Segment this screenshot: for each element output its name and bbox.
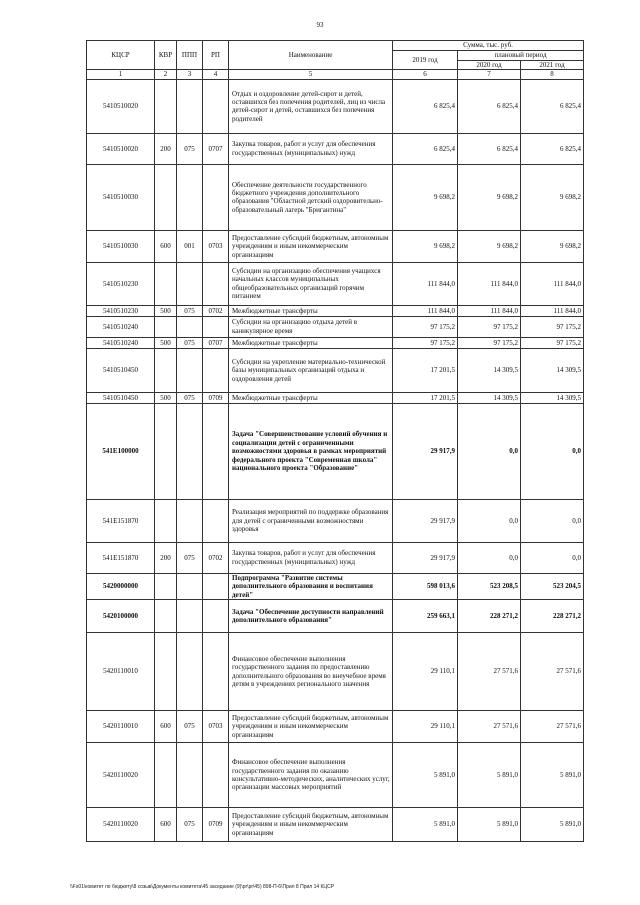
name-cell: Реализация мероприятий по поддержке образования для детей с ограниченными возможностями здоровья bbox=[229, 499, 393, 542]
amount-2019-cell: 17 201,5 bbox=[393, 392, 458, 403]
name-cell: Задача "Совершенствование условий обучения и социализации детей с ограниченными возможностями здоровья в рамках мероприятий федерального проекта "Современная школа" национального проекта "Образование" bbox=[229, 403, 393, 499]
amount-2020-cell: 9 698,2 bbox=[458, 164, 521, 230]
rp-cell: 0703 bbox=[203, 711, 229, 743]
table-row bbox=[87, 230, 584, 262]
kvr-cell bbox=[155, 164, 177, 230]
column-number: 6 bbox=[393, 70, 458, 79]
name-cell: Отдых и оздоровление детей-сирот и детей, оставшихся без попечения родителей, лиц из числа детей-сирот и детей, оставшихся без попечения родителей bbox=[229, 79, 393, 133]
amount-2020-cell: 111 844,0 bbox=[458, 305, 521, 316]
amount-2019-cell: 29 917,9 bbox=[393, 542, 458, 573]
amount-2019-cell: 29 917,9 bbox=[393, 403, 458, 499]
amount-2020-cell: 6 825,4 bbox=[458, 133, 521, 164]
name-cell: Закупка товаров, работ и услуг для обеспечения государственных (муниципальных) нужд bbox=[229, 133, 393, 164]
kvr-cell bbox=[155, 403, 177, 499]
rp-cell: 0709 bbox=[203, 392, 229, 403]
header-year-2020: 2020 год bbox=[458, 61, 521, 70]
amount-2021-cell: 6 825,4 bbox=[521, 133, 584, 164]
ppp-cell bbox=[177, 403, 203, 499]
column-number: 2 bbox=[155, 70, 177, 79]
ppp-cell: 001 bbox=[177, 230, 203, 262]
amount-2020-cell: 523 208,5 bbox=[458, 573, 521, 599]
amount-2020-cell: 0,0 bbox=[458, 403, 521, 499]
name-cell: Субсидии на организацию отдыха детей в каникулярное время bbox=[229, 316, 393, 337]
amount-2020-cell: 97 175,2 bbox=[458, 316, 521, 337]
ppp-cell bbox=[177, 633, 203, 711]
column-number: 5 bbox=[229, 70, 393, 79]
table-row bbox=[87, 600, 584, 633]
rp-cell: 0707 bbox=[203, 337, 229, 348]
rp-cell: 0703 bbox=[203, 230, 229, 262]
amount-2019-cell: 29 917,9 bbox=[393, 499, 458, 542]
amount-2020-cell: 6 825,4 bbox=[458, 79, 521, 133]
ppp-cell bbox=[177, 743, 203, 808]
table-row bbox=[87, 348, 584, 392]
amount-2019-cell: 6 825,4 bbox=[393, 79, 458, 133]
amount-2019-cell: 97 175,2 bbox=[393, 337, 458, 348]
kcsr-cell: 5410510230 bbox=[87, 262, 155, 305]
kvr-cell: 600 bbox=[155, 711, 177, 743]
table-row bbox=[87, 79, 584, 133]
amount-2019-cell: 6 825,4 bbox=[393, 133, 458, 164]
column-number: 4 bbox=[203, 70, 229, 79]
amount-2020-cell: 228 271,2 bbox=[458, 600, 521, 633]
ppp-cell: 075 bbox=[177, 133, 203, 164]
kcsr-cell: 5410510450 bbox=[87, 348, 155, 392]
amount-2019-cell: 259 663,1 bbox=[393, 600, 458, 633]
ppp-cell bbox=[177, 79, 203, 133]
amount-2020-cell: 27 571,6 bbox=[458, 633, 521, 711]
kcsr-cell: 5410510020 bbox=[87, 133, 155, 164]
rp-cell: 0709 bbox=[203, 808, 229, 842]
rp-cell bbox=[203, 403, 229, 499]
ppp-cell: 075 bbox=[177, 542, 203, 573]
table-row bbox=[87, 305, 584, 316]
kvr-cell bbox=[155, 743, 177, 808]
kvr-cell bbox=[155, 262, 177, 305]
kcsr-cell: 5420110020 bbox=[87, 743, 155, 808]
kcsr-cell: 5410510240 bbox=[87, 316, 155, 337]
name-cell: Задача "Обеспечение доступности направлений дополнительного образования" bbox=[229, 600, 393, 633]
rp-cell bbox=[203, 79, 229, 133]
page-number: 93 bbox=[316, 21, 324, 29]
amount-2021-cell: 9 698,2 bbox=[521, 230, 584, 262]
header-ppp: ППП bbox=[177, 41, 203, 70]
amount-2021-cell: 111 844,0 bbox=[521, 305, 584, 316]
amount-2020-cell: 0,0 bbox=[458, 542, 521, 573]
column-number: 3 bbox=[177, 70, 203, 79]
kvr-cell bbox=[155, 316, 177, 337]
kvr-cell: 600 bbox=[155, 808, 177, 842]
amount-2021-cell: 14 309,5 bbox=[521, 392, 584, 403]
kvr-cell: 500 bbox=[155, 305, 177, 316]
amount-2021-cell: 111 844,0 bbox=[521, 262, 584, 305]
name-cell: Субсидии на организацию обеспечения учащихся начальных классов муниципальных общеобразовательных организаций горячим питанием bbox=[229, 262, 393, 305]
amount-2021-cell: 27 571,6 bbox=[521, 633, 584, 711]
table-body bbox=[87, 79, 584, 841]
name-cell: Межбюджетные трансферты bbox=[229, 337, 393, 348]
kcsr-cell: 541E151870 bbox=[87, 542, 155, 573]
amount-2019-cell: 97 175,2 bbox=[393, 316, 458, 337]
name-cell: Закупка товаров, работ и услуг для обеспечения государственных (муниципальных) нужд bbox=[229, 542, 393, 573]
rp-cell bbox=[203, 743, 229, 808]
header-plan-period: плановый период bbox=[458, 51, 584, 61]
name-cell: Обеспечение деятельности государственного бюджетного учреждения дополнительного образования "Областной детский оздоровительно-образовательный лагерь "Бригантина" bbox=[229, 164, 393, 230]
kvr-cell: 200 bbox=[155, 133, 177, 164]
header-rp: РП bbox=[203, 41, 229, 70]
rp-cell bbox=[203, 316, 229, 337]
kvr-cell: 500 bbox=[155, 337, 177, 348]
kvr-cell bbox=[155, 348, 177, 392]
ppp-cell bbox=[177, 316, 203, 337]
column-numbers-row bbox=[87, 70, 584, 79]
amount-2021-cell: 97 175,2 bbox=[521, 337, 584, 348]
amount-2020-cell: 0,0 bbox=[458, 499, 521, 542]
amount-2021-cell: 228 271,2 bbox=[521, 600, 584, 633]
amount-2019-cell: 111 844,0 bbox=[393, 305, 458, 316]
rp-cell bbox=[203, 499, 229, 542]
rp-cell bbox=[203, 348, 229, 392]
table-row bbox=[87, 316, 584, 337]
amount-2021-cell: 97 175,2 bbox=[521, 316, 584, 337]
amount-2019-cell: 29 110,1 bbox=[393, 711, 458, 743]
rp-cell: 0702 bbox=[203, 542, 229, 573]
kcsr-cell: 5420100000 bbox=[87, 600, 155, 633]
amount-2021-cell: 5 891,0 bbox=[521, 808, 584, 842]
header-year-2019: 2019 год bbox=[393, 51, 458, 70]
name-cell: Межбюджетные трансферты bbox=[229, 305, 393, 316]
table-row bbox=[87, 164, 584, 230]
ppp-cell: 075 bbox=[177, 305, 203, 316]
kvr-cell bbox=[155, 79, 177, 133]
rp-cell bbox=[203, 573, 229, 599]
table-row bbox=[87, 542, 584, 573]
header-sum: Сумма, тыс. руб. bbox=[393, 41, 584, 51]
kvr-cell: 200 bbox=[155, 542, 177, 573]
amount-2019-cell: 5 891,0 bbox=[393, 743, 458, 808]
amount-2021-cell: 5 891,0 bbox=[521, 743, 584, 808]
table-row bbox=[87, 499, 584, 542]
rp-cell: 0702 bbox=[203, 305, 229, 316]
table-row bbox=[87, 743, 584, 808]
table-row bbox=[87, 392, 584, 403]
kvr-cell bbox=[155, 573, 177, 599]
name-cell: Субсидии на укрепление материально-технической базы муниципальных организаций отдыха и оздоровления детей bbox=[229, 348, 393, 392]
header-kcsr: КЦСР bbox=[87, 41, 155, 70]
amount-2020-cell: 9 698,2 bbox=[458, 230, 521, 262]
amount-2021-cell: 14 309,5 bbox=[521, 348, 584, 392]
amount-2019-cell: 111 844,0 bbox=[393, 262, 458, 305]
amount-2020-cell: 5 891,0 bbox=[458, 808, 521, 842]
table-row bbox=[87, 633, 584, 711]
amount-2021-cell: 0,0 bbox=[521, 542, 584, 573]
column-number: 1 bbox=[87, 70, 155, 79]
amount-2021-cell: 523 204,5 bbox=[521, 573, 584, 599]
amount-2019-cell: 9 698,2 bbox=[393, 230, 458, 262]
ppp-cell: 075 bbox=[177, 808, 203, 842]
kcsr-cell: 541E151870 bbox=[87, 499, 155, 542]
column-number: 7 bbox=[458, 70, 521, 79]
amount-2019-cell: 29 110,1 bbox=[393, 633, 458, 711]
ppp-cell: 075 bbox=[177, 392, 203, 403]
kvr-cell: 500 bbox=[155, 392, 177, 403]
rp-cell: 0707 bbox=[203, 133, 229, 164]
ppp-cell bbox=[177, 348, 203, 392]
amount-2020-cell: 97 175,2 bbox=[458, 337, 521, 348]
name-cell: Финансовое обеспечение выполнения государственного задания по оказанию консультативно-методических, аналитических услуг, организации массовых мероприятий bbox=[229, 743, 393, 808]
name-cell: Межбюджетные трансферты bbox=[229, 392, 393, 403]
name-cell: Финансовое обеспечение выполнения государственного задания по предоставлению дополнительного образования во внеучебное время детям в учреждениях регионального значения bbox=[229, 633, 393, 711]
amount-2021-cell: 27 571,6 bbox=[521, 711, 584, 743]
kcsr-cell: 5420110020 bbox=[87, 808, 155, 842]
kcsr-cell: 5410510230 bbox=[87, 305, 155, 316]
ppp-cell bbox=[177, 573, 203, 599]
amount-2020-cell: 14 309,5 bbox=[458, 392, 521, 403]
kvr-cell bbox=[155, 600, 177, 633]
table-row bbox=[87, 573, 584, 599]
table-header bbox=[87, 41, 584, 80]
table-row bbox=[87, 711, 584, 743]
file-path-footer: \\Fs01\комитет по бюджету\8 созыв\Документы комитета\45 заседание (9)\pr\pr\45) 898-П-6\Прил 8 Прил 14 КЦСР bbox=[70, 884, 335, 890]
kcsr-cell: 5420110010 bbox=[87, 633, 155, 711]
name-cell: Предоставление субсидий бюджетным, автономным учреждениям и иным некоммерческим организациям bbox=[229, 230, 393, 262]
kcsr-cell: 541E100000 bbox=[87, 403, 155, 499]
amount-2021-cell: 9 698,2 bbox=[521, 164, 584, 230]
amount-2021-cell: 0,0 bbox=[521, 499, 584, 542]
header-name: Наименование bbox=[229, 41, 393, 70]
ppp-cell bbox=[177, 499, 203, 542]
name-cell: Предоставление субсидий бюджетным, автономным учреждениям и иным некоммерческим организациям bbox=[229, 808, 393, 842]
table-row bbox=[87, 808, 584, 842]
amount-2020-cell: 27 571,6 bbox=[458, 711, 521, 743]
table-row bbox=[87, 337, 584, 348]
table-row bbox=[87, 262, 584, 305]
column-number: 8 bbox=[521, 70, 584, 79]
kcsr-cell: 5410510030 bbox=[87, 230, 155, 262]
amount-2019-cell: 9 698,2 bbox=[393, 164, 458, 230]
amount-2019-cell: 5 891,0 bbox=[393, 808, 458, 842]
header-kvr: КВР bbox=[155, 41, 177, 70]
budget-table bbox=[86, 40, 584, 842]
kvr-cell bbox=[155, 633, 177, 711]
amount-2021-cell: 0,0 bbox=[521, 403, 584, 499]
ppp-cell: 075 bbox=[177, 711, 203, 743]
ppp-cell: 075 bbox=[177, 337, 203, 348]
kcsr-cell: 5410510240 bbox=[87, 337, 155, 348]
ppp-cell bbox=[177, 164, 203, 230]
name-cell: Предоставление субсидий бюджетным, автономным учреждениям и иным некоммерческим организациям bbox=[229, 711, 393, 743]
amount-2019-cell: 17 201,5 bbox=[393, 348, 458, 392]
rp-cell bbox=[203, 600, 229, 633]
amount-2020-cell: 5 891,0 bbox=[458, 743, 521, 808]
ppp-cell bbox=[177, 600, 203, 633]
amount-2020-cell: 111 844,0 bbox=[458, 262, 521, 305]
kcsr-cell: 5410510030 bbox=[87, 164, 155, 230]
kvr-cell bbox=[155, 499, 177, 542]
amount-2021-cell: 6 825,4 bbox=[521, 79, 584, 133]
table-row bbox=[87, 133, 584, 164]
name-cell: Подпрограмма "Развитие системы дополнительного образования и воспитания детей" bbox=[229, 573, 393, 599]
kvr-cell: 600 bbox=[155, 230, 177, 262]
header-year-2021: 2021 год bbox=[521, 61, 584, 70]
kcsr-cell: 5420000000 bbox=[87, 573, 155, 599]
rp-cell bbox=[203, 164, 229, 230]
rp-cell bbox=[203, 262, 229, 305]
table-row bbox=[87, 403, 584, 499]
amount-2020-cell: 14 309,5 bbox=[458, 348, 521, 392]
kcsr-cell: 5410510450 bbox=[87, 392, 155, 403]
rp-cell bbox=[203, 633, 229, 711]
kcsr-cell: 5410510020 bbox=[87, 79, 155, 133]
ppp-cell bbox=[177, 262, 203, 305]
kcsr-cell: 5420110010 bbox=[87, 711, 155, 743]
amount-2019-cell: 598 013,6 bbox=[393, 573, 458, 599]
